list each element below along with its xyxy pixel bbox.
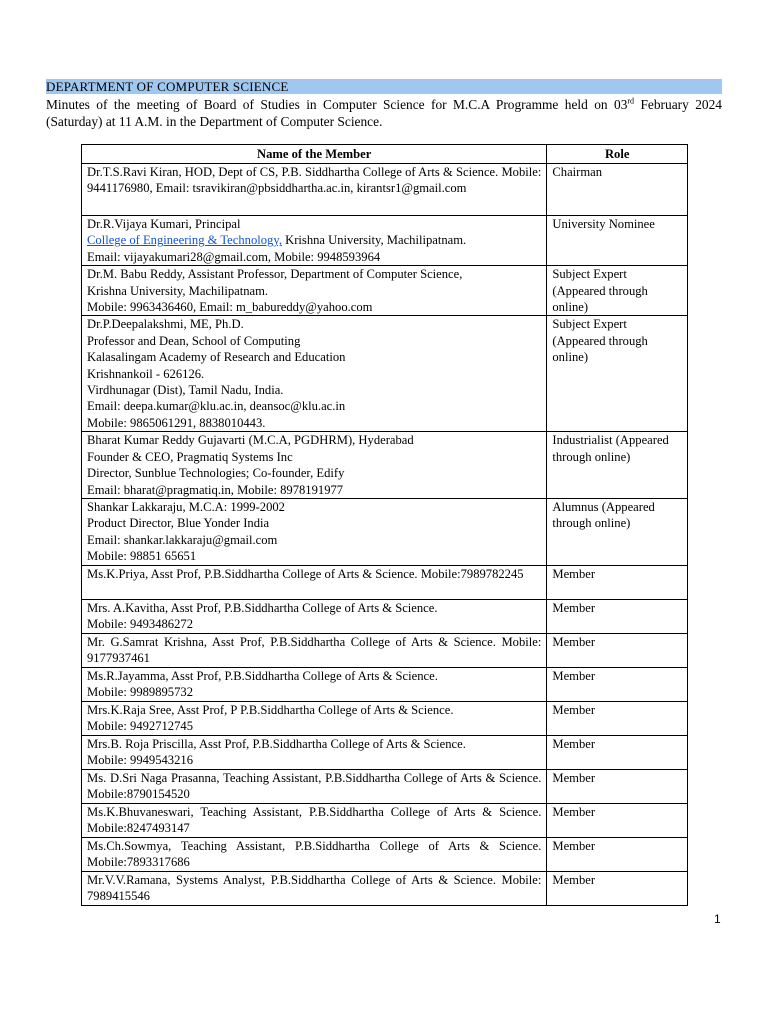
- member-line: Mobile: 9989895732: [87, 684, 193, 699]
- member-line: Mr.V.V.Ramana, Systems Analyst, P.B.Siddhartha College of Arts & Science. Mobile: 7989415546: [87, 872, 542, 903]
- table-row: [82, 599, 688, 633]
- member-line: Mrs.K.Raja Sree, Asst Prof, P P.B.Siddhartha College of Arts & Science.: [87, 702, 454, 717]
- member-line: Ms.K.Priya, Asst Prof, P.B.Siddhartha College of Arts & Science. Mobile:7989782245: [87, 566, 524, 581]
- member-line: Mobile: 9493486272: [87, 616, 193, 631]
- role-cell: Member: [547, 599, 688, 633]
- college-link[interactable]: College of Engineering & Technology,: [87, 233, 282, 248]
- member-cell: [82, 498, 547, 565]
- member-line: Mobile: 9949543216: [87, 752, 193, 767]
- member-cell: [82, 216, 547, 266]
- member-cell: [82, 837, 547, 871]
- member-line: Krishnankoil - 626126.: [87, 366, 205, 381]
- table-row: [82, 803, 688, 837]
- role-cell: Member: [547, 735, 688, 769]
- member-line-rest: Krishna University, Machilipatnam.: [281, 233, 467, 248]
- member-line: [87, 232, 541, 248]
- member-line: Email: vijayakumari28@gmail.com, Mobile: 9948593964: [87, 249, 381, 264]
- role-cell: Member: [547, 565, 688, 599]
- member-line: Dr.P.Deepalakshmi, ME, Ph.D.: [87, 317, 244, 332]
- role-cell: Member: [547, 871, 688, 905]
- member-line: Kalasalingam Academy of Research and Education: [87, 350, 346, 365]
- members-table: [81, 144, 688, 906]
- member-line: Bharat Kumar Reddy Gujavarti (M.C.A, PGDHRM), Hyderabad: [87, 433, 414, 448]
- member-line: Mr. G.Samrat Krishna, Asst Prof, P.B.Siddhartha College of Arts & Science. Mobile: 9177937461: [87, 634, 542, 665]
- role-cell: Industrialist (Appeared through online): [547, 432, 688, 499]
- member-cell: [82, 164, 547, 216]
- table-row: [82, 432, 688, 499]
- table-row: [82, 701, 688, 735]
- member-line: Ms. D.Sri Naga Prasanna, Teaching Assistant, P.B.Siddhartha College of Arts & Science. Mobile:8790154520: [87, 770, 542, 801]
- role-cell: University Nominee: [547, 216, 688, 266]
- member-line: Director, Sunblue Technologies; Co-founder, Edify: [87, 466, 345, 481]
- intro-date-suffix: rd: [627, 96, 635, 106]
- member-line: Founder & CEO, Pragmatiq Systems Inc: [87, 449, 293, 464]
- member-line: Mobile: 9865061291, 8838010443.: [87, 415, 266, 430]
- member-line: Product Director, Blue Yonder India: [87, 516, 270, 531]
- role-cell: Member: [547, 633, 688, 667]
- header-member: Name of the Member: [82, 145, 547, 164]
- member-cell: [82, 316, 547, 432]
- intro-text-end: February 2024 (Saturday) at 11 A.M. in the Department of Computer Science.: [46, 97, 722, 129]
- member-line: Krishna University, Machilipatnam.: [87, 283, 269, 298]
- meeting-intro: [46, 96, 722, 130]
- header-role: Role: [547, 145, 688, 164]
- member-cell: [82, 735, 547, 769]
- table-row: [82, 667, 688, 701]
- role-cell: Member: [547, 803, 688, 837]
- table-row: [82, 735, 688, 769]
- role-cell: Member: [547, 769, 688, 803]
- member-line: Email: deepa.kumar@klu.ac.in, deansoc@klu.ac.in: [87, 399, 346, 414]
- member-line: Mrs.B. Roja Priscilla, Asst Prof, P.B.Siddhartha College of Arts & Science.: [87, 736, 466, 751]
- intro-text-start: Minutes of the meeting of Board of Studies in Computer Science for M.C.A Programme held on 03: [46, 97, 628, 112]
- member-cell: [82, 599, 547, 633]
- role-cell: Member: [547, 837, 688, 871]
- member-line: Dr.R.Vijaya Kumari, Principal: [87, 217, 241, 231]
- role-cell: Chairman: [547, 164, 688, 216]
- table-row: [82, 164, 688, 216]
- member-cell: [82, 667, 547, 701]
- member-cell: [82, 432, 547, 499]
- member-cell: [82, 769, 547, 803]
- department-heading: DEPARTMENT OF COMPUTER SCIENCE: [46, 79, 722, 94]
- member-line: Email: bharat@pragmatiq.in, Mobile: 8978191977: [87, 482, 344, 497]
- member-line: Virdhunagar (Dist), Tamil Nadu, India.: [87, 383, 284, 398]
- member-line: Ms.R.Jayamma, Asst Prof, P.B.Siddhartha College of Arts & Science.: [87, 668, 438, 683]
- member-cell: [82, 565, 547, 599]
- member-cell: [82, 266, 547, 316]
- table-row: [82, 565, 688, 599]
- table-row: [82, 871, 688, 905]
- member-line: Mobile: 98851 65651: [87, 549, 197, 564]
- member-line: Mrs. A.Kavitha, Asst Prof, P.B.Siddhartha College of Arts & Science.: [87, 600, 438, 615]
- role-cell: Member: [547, 667, 688, 701]
- table-row: [82, 266, 688, 316]
- member-line: Email: shankar.lakkaraju@gmail.com: [87, 532, 278, 547]
- table-row: [82, 316, 688, 432]
- member-line: Mobile: 9963436460, Email: m_babureddy@yahoo.com: [87, 300, 373, 315]
- member-line: Professor and Dean, School of Computing: [87, 333, 301, 348]
- role-cell: Subject Expert (Appeared through online): [547, 266, 688, 316]
- member-line: Ms.K.Bhuvaneswari, Teaching Assistant, P.B.Siddhartha College of Arts & Science. Mobile:8247493147: [87, 804, 542, 835]
- table-row: [82, 216, 688, 266]
- member-cell: [82, 803, 547, 837]
- member-line: Dr.M. Babu Reddy, Assistant Professor, Department of Computer Science,: [87, 267, 463, 282]
- table-row: [82, 769, 688, 803]
- role-cell: Alumnus (Appeared through online): [547, 498, 688, 565]
- member-line: Ms.Ch.Sowmya, Teaching Assistant, P.B.Siddhartha College of Arts & Science. Mobile:7893317686: [87, 838, 542, 869]
- role-cell: Member: [547, 701, 688, 735]
- role-cell: Subject Expert (Appeared through online): [547, 316, 688, 432]
- table-row: [82, 837, 688, 871]
- member-cell: [82, 701, 547, 735]
- member-line: Shankar Lakkaraju, M.C.A: 1999-2002: [87, 499, 285, 514]
- page-number: 1: [714, 912, 721, 926]
- table-row: [82, 633, 688, 667]
- table-row: [82, 498, 688, 565]
- member-line: Dr.T.S.Ravi Kiran, HOD, Dept of CS, P.B. Siddhartha College of Arts & Science. Mobile: 9441176980, Email: tsravikiran@pbsiddhartha.ac.in, kirantsr1@gmail.com: [87, 165, 542, 196]
- member-cell: [82, 633, 547, 667]
- table-header-row: [82, 145, 688, 164]
- member-line: Mobile: 9492712745: [87, 718, 193, 733]
- member-cell: [82, 871, 547, 905]
